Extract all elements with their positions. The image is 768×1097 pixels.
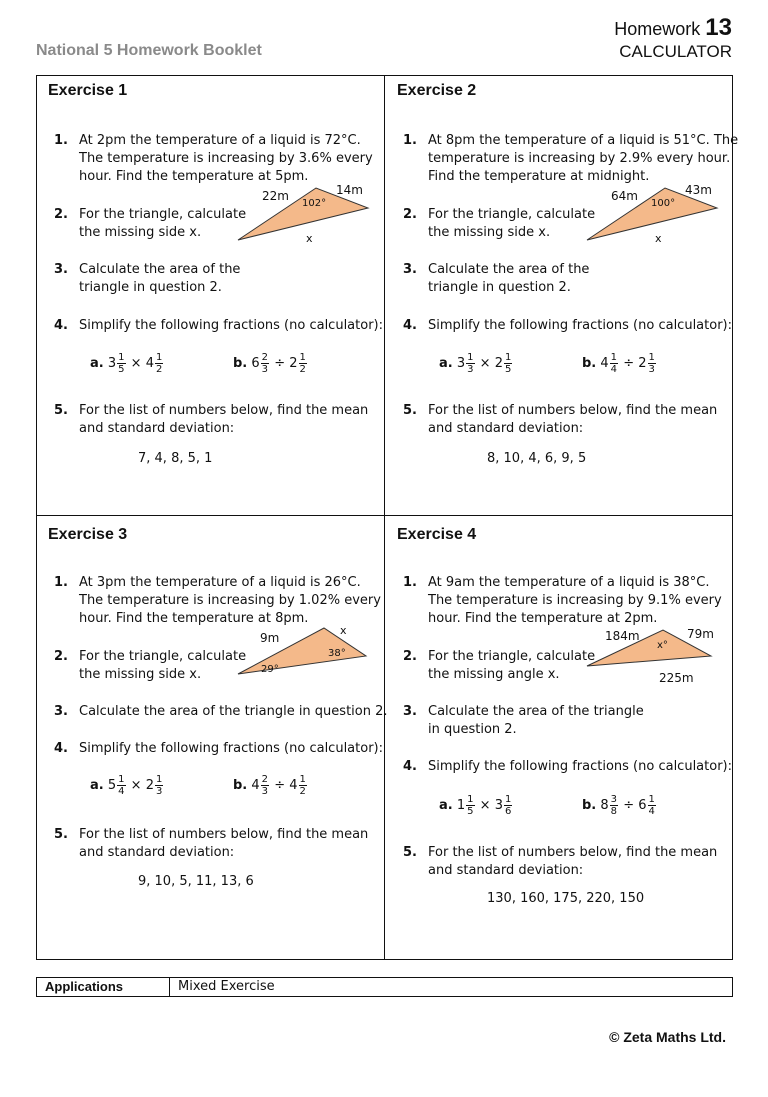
fraction-part-b-label: b. — [233, 356, 248, 371]
question-number: 4. — [403, 318, 417, 333]
fraction — [261, 774, 269, 797]
numerator: 1 — [610, 352, 618, 363]
triangle-diagram — [234, 180, 384, 250]
question-number: 4. — [54, 318, 68, 333]
side-label-c: 225m — [659, 671, 694, 685]
whole-number: 5 — [107, 778, 117, 793]
side-label-x: x — [306, 232, 313, 245]
question-text-line: For the list of numbers below, find the mean — [428, 845, 718, 860]
numerator: 1 — [299, 774, 306, 785]
denominator: 3 — [648, 364, 655, 375]
whole-number: 6 — [251, 356, 260, 371]
operator: ÷ — [623, 356, 635, 371]
angle-label-1: 29° — [261, 664, 279, 675]
question-text-line: Calculate the area of the — [428, 262, 590, 277]
question-number: 3. — [403, 704, 417, 719]
fraction-part-b — [582, 794, 657, 817]
question-number: 2. — [403, 207, 417, 222]
numerator: 1 — [504, 352, 512, 363]
question-text-line: Calculate the area of the — [79, 262, 241, 277]
numerator: 1 — [648, 794, 655, 805]
fraction-part-b — [233, 774, 308, 797]
booklet-title: National 5 Homework Booklet — [36, 42, 262, 59]
question-text: Simplify the following fractions (no calculator): — [428, 759, 732, 774]
question-text-line: and standard deviation: — [428, 863, 584, 878]
question-number: 5. — [403, 403, 417, 418]
question-text-line: For the list of numbers below, find the mean — [79, 827, 369, 842]
denominator: 2 — [299, 786, 306, 797]
denominator: 5 — [118, 364, 125, 375]
whole-number: 3 — [494, 798, 503, 813]
denominator: 4 — [610, 364, 618, 375]
operator: × — [479, 798, 491, 813]
side-label-b: 43m — [685, 183, 712, 197]
grid-divider-horizontal — [36, 515, 733, 516]
side-label-x: x — [340, 624, 347, 637]
fraction — [648, 794, 656, 817]
numerator: 1 — [118, 774, 125, 785]
question-text-line: temperature is increasing by 2.9% every hour. — [428, 151, 731, 166]
angle-label-x: x° — [657, 640, 668, 651]
denominator: 4 — [648, 806, 655, 817]
question-text-line: hour. Find the temperature at 2pm. — [428, 611, 658, 626]
footer-separator — [169, 978, 170, 996]
question-text-line: At 2pm the temperature of a liquid is 72°C. — [79, 133, 361, 148]
question-text-line: the missing side x. — [79, 667, 202, 682]
question-text-line: For the list of numbers below, find the mean — [428, 403, 718, 418]
question-text-line: The temperature is increasing by 9.1% every — [428, 593, 722, 608]
whole-number: 4 — [600, 356, 609, 371]
homework-header — [614, 14, 732, 62]
question-number: 4. — [403, 759, 417, 774]
question-text-line: For the triangle, calculate — [79, 207, 247, 222]
numerator: 1 — [648, 352, 655, 363]
side-label-a: 64m — [611, 189, 638, 203]
question-text-line: triangle in question 2. — [79, 280, 222, 295]
fraction-part-a — [90, 774, 164, 797]
question-text-line: At 3pm the temperature of a liquid is 26°C. — [79, 575, 361, 590]
homework-number: 13 — [705, 14, 732, 41]
exercise-3 — [48, 526, 388, 946]
question-number: 2. — [54, 207, 68, 222]
angle-label-2: 38° — [328, 648, 346, 659]
exercise-4 — [397, 526, 732, 946]
side-label-b: 14m — [336, 183, 363, 197]
question-text-line: Find the temperature at midnight. — [428, 169, 650, 184]
angle-label: 100° — [651, 198, 676, 209]
fraction-part-b — [582, 352, 657, 375]
denominator: 5 — [504, 364, 512, 375]
question-text-line: The temperature is increasing by 1.02% every — [79, 593, 381, 608]
number-list: 7, 4, 8, 5, 1 — [138, 451, 213, 466]
fraction — [466, 352, 474, 375]
fraction-part-a — [90, 352, 164, 375]
exercise-title: Exercise 1 — [48, 82, 128, 99]
denominator: 3 — [261, 364, 269, 375]
numerator: 2 — [261, 774, 269, 785]
fraction — [466, 794, 474, 817]
side-label-b: 79m — [687, 627, 714, 641]
question-text: Simplify the following fractions (no calculator): — [428, 318, 732, 333]
question-text-line: At 9am the temperature of a liquid is 38°C. — [428, 575, 710, 590]
numerator: 1 — [155, 774, 163, 785]
exercise-title: Exercise 2 — [397, 82, 477, 99]
footer-mixed-exercise: Mixed Exercise — [178, 979, 275, 994]
question-number: 3. — [54, 704, 68, 719]
number-list: 8, 10, 4, 6, 9, 5 — [487, 451, 587, 466]
whole-number: 1 — [456, 798, 466, 813]
whole-number: 2 — [289, 356, 298, 371]
question-text-line: the missing angle x. — [428, 667, 560, 682]
whole-number: 2 — [638, 356, 647, 371]
denominator: 8 — [610, 806, 618, 817]
question-text-line: and standard deviation: — [79, 421, 235, 436]
question-text-line: triangle in question 2. — [428, 280, 571, 295]
operator: ÷ — [623, 798, 635, 813]
fraction — [610, 794, 618, 817]
operator: × — [130, 778, 142, 793]
footer-applications: Applications — [45, 979, 124, 994]
fraction-part-b-label: b. — [582, 356, 597, 371]
operator: ÷ — [274, 778, 286, 793]
exercise-2 — [397, 82, 739, 502]
numerator: 1 — [504, 794, 512, 805]
side-label-a: 184m — [605, 629, 640, 643]
whole-number: 8 — [600, 798, 609, 813]
triangle-diagram — [234, 620, 374, 680]
denominator: 2 — [155, 364, 163, 375]
numerator: 1 — [467, 352, 474, 363]
question-text-line: Calculate the area of the triangle in question 2. — [79, 704, 388, 719]
fraction — [155, 352, 163, 375]
triangle-diagram — [577, 620, 737, 686]
question-text-line: The temperature is increasing by 3.6% every — [79, 151, 373, 166]
question-text-line: Calculate the area of the triangle — [428, 704, 644, 719]
fraction-part-a-label: a. — [90, 356, 104, 371]
operator: × — [130, 356, 142, 371]
denominator: 3 — [155, 786, 163, 797]
whole-number: 3 — [456, 356, 466, 371]
footer-table — [36, 977, 733, 997]
question-text-line: in question 2. — [428, 722, 517, 737]
numerator: 1 — [299, 352, 306, 363]
question-text-line: and standard deviation: — [79, 845, 235, 860]
numerator: 2 — [261, 352, 269, 363]
fraction — [504, 794, 512, 817]
question-text-line: the missing side x. — [79, 225, 202, 240]
angle-label: 102° — [302, 198, 327, 209]
denominator: 3 — [467, 364, 474, 375]
exercise-title: Exercise 4 — [397, 526, 477, 543]
side-label-a: 9m — [260, 631, 280, 645]
question-number: 1. — [54, 133, 68, 148]
denominator: 2 — [299, 364, 306, 375]
whole-number: 2 — [494, 356, 503, 371]
fraction-part-a-label: a. — [439, 798, 453, 813]
denominator: 6 — [504, 806, 512, 817]
numerator: 1 — [118, 352, 125, 363]
triangle-shape — [238, 628, 366, 674]
number-list: 9, 10, 5, 11, 13, 6 — [138, 874, 254, 889]
exercise-title: Exercise 3 — [48, 526, 128, 543]
number-list: 130, 160, 175, 220, 150 — [487, 891, 645, 906]
fraction — [299, 774, 307, 797]
fraction — [155, 774, 163, 797]
whole-number: 4 — [251, 778, 260, 793]
question-number: 3. — [54, 262, 68, 277]
numerator: 3 — [610, 794, 618, 805]
whole-number: 4 — [289, 778, 298, 793]
question-number: 5. — [54, 827, 68, 842]
exercise-1 — [48, 82, 383, 502]
question-number: 4. — [54, 741, 68, 756]
side-label-x: x — [655, 232, 662, 245]
question-number: 5. — [403, 845, 417, 860]
question-text: Simplify the following fractions (no calculator): — [79, 741, 383, 756]
fraction — [117, 352, 125, 375]
fraction — [648, 352, 656, 375]
operator: × — [479, 356, 491, 371]
whole-number: 3 — [107, 356, 117, 371]
numerator: 1 — [467, 794, 474, 805]
fraction — [504, 352, 512, 375]
question-number: 3. — [403, 262, 417, 277]
fraction-part-a-label: a. — [90, 778, 104, 793]
grid-divider-vertical — [384, 75, 385, 960]
question-number: 2. — [403, 649, 417, 664]
calculator-mode: CALCULATOR — [619, 42, 732, 61]
fraction — [610, 352, 618, 375]
question-text-line: For the triangle, calculate — [79, 649, 247, 664]
question-text-line: For the triangle, calculate — [428, 207, 596, 222]
copyright: © Zeta Maths Ltd. — [609, 1029, 726, 1045]
question-text: Simplify the following fractions (no calculator): — [79, 318, 383, 333]
question-text-line: At 8pm the temperature of a liquid is 51°C. The — [428, 133, 739, 148]
fraction — [117, 774, 125, 797]
side-label-a: 22m — [262, 189, 289, 203]
question-number: 1. — [54, 575, 68, 590]
question-number: 1. — [403, 575, 417, 590]
fraction-part-b-label: b. — [233, 778, 248, 793]
numerator: 1 — [155, 352, 163, 363]
fraction-part-a — [439, 794, 513, 817]
fraction-part-b — [233, 352, 308, 375]
denominator: 4 — [118, 786, 125, 797]
question-text-line: For the list of numbers below, find the mean — [79, 403, 369, 418]
fraction — [299, 352, 307, 375]
operator: ÷ — [274, 356, 286, 371]
whole-number: 6 — [638, 798, 647, 813]
triangle-diagram — [583, 180, 733, 250]
question-text-line: For the triangle, calculate — [428, 649, 596, 664]
fraction — [261, 352, 269, 375]
denominator: 5 — [467, 806, 474, 817]
question-text-line: the missing side x. — [428, 225, 551, 240]
fraction-part-b-label: b. — [582, 798, 597, 813]
question-text-line: hour. Find the temperature at 5pm. — [79, 169, 309, 184]
question-text-line: and standard deviation: — [428, 421, 584, 436]
fraction-part-a — [439, 352, 513, 375]
question-number: 1. — [403, 133, 417, 148]
whole-number: 2 — [145, 778, 154, 793]
homework-label: Homework — [614, 19, 701, 39]
denominator: 3 — [261, 786, 269, 797]
question-number: 5. — [54, 403, 68, 418]
question-text-line: hour. Find the temperature at 8pm. — [79, 611, 309, 626]
question-number: 2. — [54, 649, 68, 664]
fraction-part-a-label: a. — [439, 356, 453, 371]
whole-number: 4 — [145, 356, 154, 371]
